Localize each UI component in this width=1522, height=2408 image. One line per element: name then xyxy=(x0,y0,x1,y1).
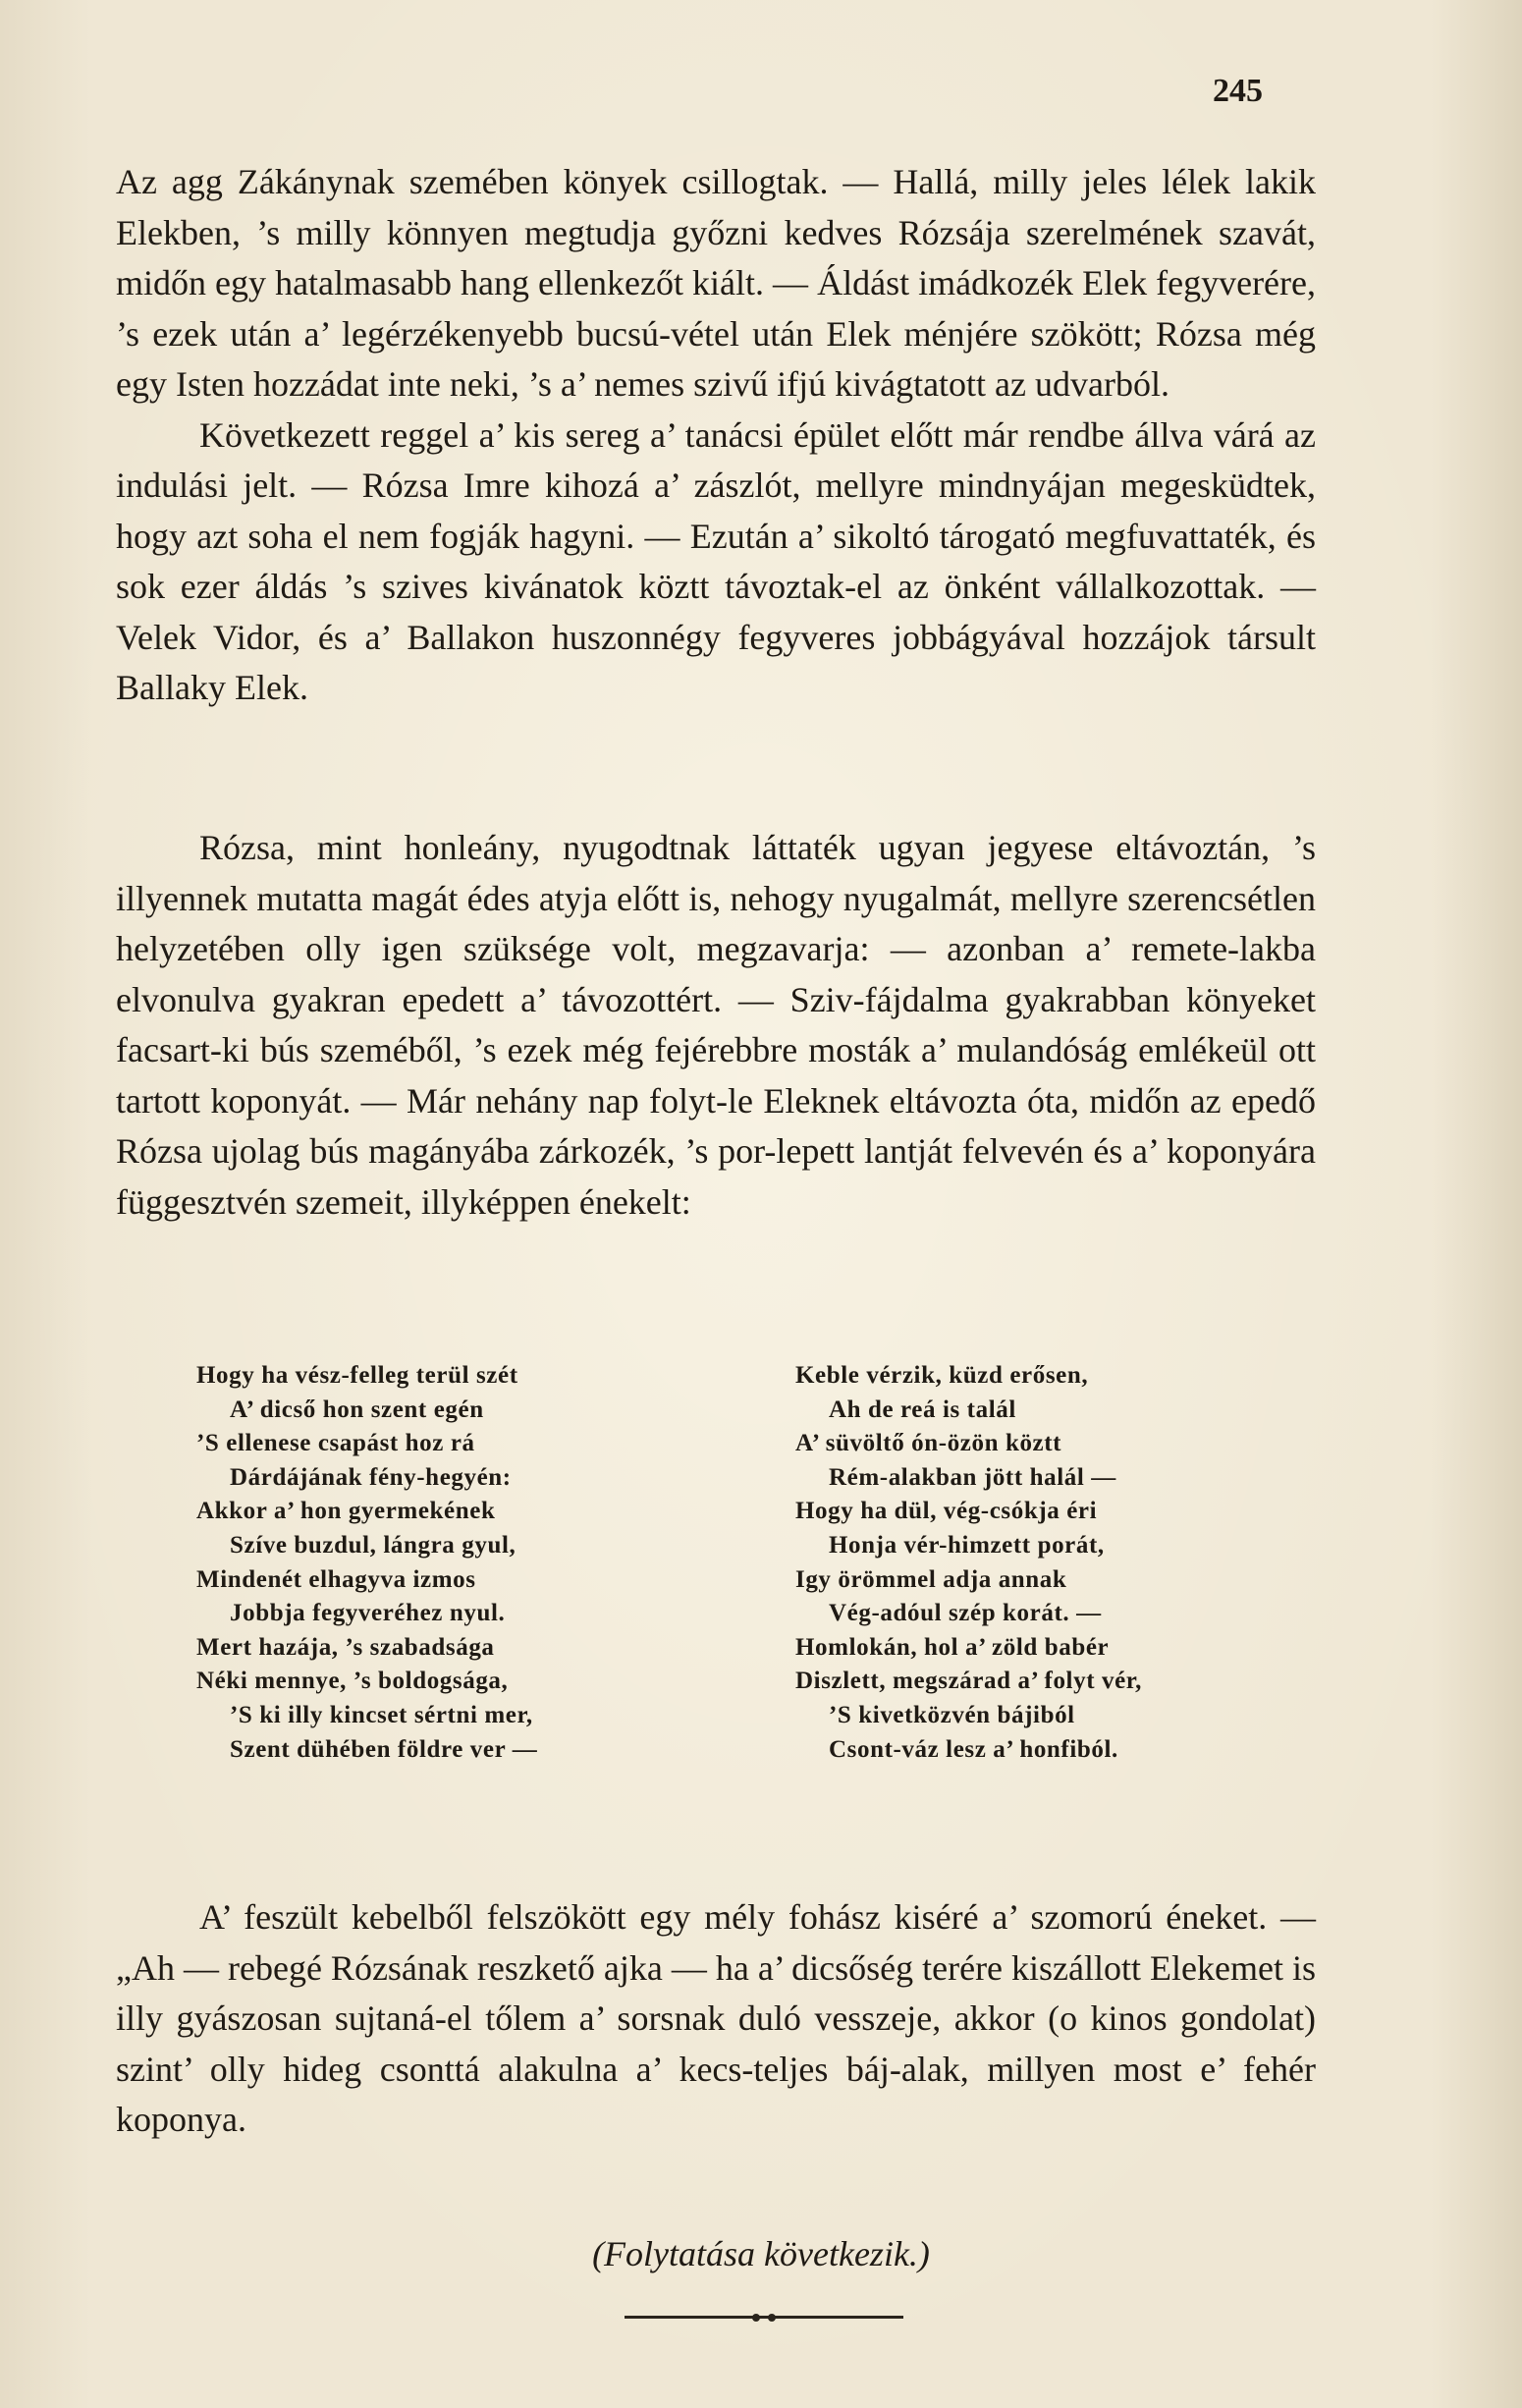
poem-line: Szíve buzdul, lángra gyul, xyxy=(230,1531,516,1559)
poem-line: ’S ellenese csapást hoz rá xyxy=(196,1430,475,1457)
closing-text xyxy=(116,1892,1316,2146)
poem-column-right xyxy=(795,1359,1306,1767)
middle-text xyxy=(116,823,1316,1228)
poem-line: Néki mennye, ’s boldogsága, xyxy=(196,1668,509,1695)
continuation-note: (Folytatása következik.) xyxy=(592,2234,930,2273)
poem-line: Keble vérzik, küzd erősen, xyxy=(795,1362,1089,1389)
poem-line: Akkor a’ hon gyermekének xyxy=(196,1498,496,1525)
poem-line: Diszlett, megszárad a’ folyt vér, xyxy=(795,1668,1143,1695)
paragraph-rozsa-longing: Rózsa, mint honleány, nyugodtnak láttaték ugyan jegyese eltávoztán, ’s illyennek mutatta magát édes atyja előtt is, nehogy nyugalmát, mellyre szerencsétlen helyzetében olly igen szüksége volt, megzavarja: — azonban a’ remete-lakba elvonulva gyakran epedett a’ távozottért. — Sziv-fájdalma gyakrabban könyeket facsart-ki bús szeméből, ’s ezek még fejérebbre mosták a’ mulandóság emlékeül ott tartott koponyát. — Már nehány nap folyt-le Eleknek eltávozta óta, midőn az epedő Rózsa ujolag bús magányába zárkozék, ’s por-lepett lantját felvevén és a’ koponyára függesztvén szemeit, illyképpen énekelt: xyxy=(116,828,1316,1222)
paragraph-lament: A’ feszült kebelből felszökött egy mély fohász kiséré a’ szomorú éneket. — „Ah — rebegé Rózsának reszkető ajka — ha a’ dicsőség terére kiszállott Elekemet is illy gyászosan sujtaná-el tőlem a’ sorsnak duló vesszeje, akkor (o kinos gondolat) szint’ olly hideg csonttá alakulna a’ kecs-teljes báj-alak, millyen most e’ fehér koponya. xyxy=(116,1897,1316,2139)
opening-text xyxy=(116,157,1316,714)
poem-line: Homlokán, hol a’ zöld babér xyxy=(795,1633,1110,1661)
poem-column-left xyxy=(196,1359,746,1767)
poem-line: Szent dühében földre ver — xyxy=(230,1735,538,1763)
page-number: 245 xyxy=(1213,73,1263,109)
ornamental-divider xyxy=(625,2316,903,2319)
poem-line: A’ dicső hon szent egén xyxy=(230,1396,484,1423)
poem-line: Jobbja fegyveréhez nyul. xyxy=(230,1600,506,1627)
poem-line: ’S ki illy kincset sértni mer, xyxy=(230,1701,533,1728)
poem-line: Dárdájának fény-hegyén: xyxy=(230,1463,512,1491)
poem-line: Igy örömmel adja annak xyxy=(795,1565,1067,1593)
paragraph-zakany: Az agg Zákánynak szemében könyek csillogtak. — Hallá, milly jeles lélek lakik Elekben, ’s milly könnyen megtudja győzni kedves Rózsája szerelmének szavát, midőn egy hatalmasabb hang ellenkezőt kiált. — Áldást imádkozék Elek fegyverére, ’s ezek után a’ legérzékenyebb bucsú-vétel után Elek ménjére szökött; Rózsa még egy Isten hozzádat inte neki, ’s a’ nemes szivű ifjú kivágtatott az udvarból. xyxy=(116,162,1316,404)
poem-line: Rém-alakban jött halál — xyxy=(829,1463,1116,1491)
poem-line: Ah de reá is talál xyxy=(829,1396,1016,1423)
poem-line: Hogy ha dül, vég-csókja éri xyxy=(795,1498,1098,1525)
poem-line: Vég-adóul szép korát. — xyxy=(829,1600,1102,1627)
poem-line: Mindenét elhagyva izmos xyxy=(196,1565,476,1593)
poem-line: Honja vér-himzett porát, xyxy=(829,1531,1105,1559)
paragraph-departure: Következett reggel a’ kis sereg a’ tanácsi épület előtt már rendbe állva várá az indulási jelt. — Rózsa Imre kihozá a’ zászlót, mellyre mindnyájan megesküdtek, hogy azt soha el nem fogják hagyni. — Ezután a’ sikoltó tárogató megfuvattaték, és sok ezer áldás ’s szives kivánatok köztt távoztak-el az önként vállalkozottak. — Velek Vidor, és a’ Ballakon huszonnégy fegyveres jobbágyával hozzájok társult Ballaky Elek. xyxy=(116,414,1316,707)
poem-line: Mert hazája, ’s szabadsága xyxy=(196,1633,495,1661)
poem-line: A’ süvöltő ón-özön köztt xyxy=(795,1430,1062,1457)
poem-line: ’S kivetközvén bájiból xyxy=(829,1701,1075,1728)
poem-line: Hogy ha vész-felleg terül szét xyxy=(196,1362,518,1389)
poem-line: Csont-váz lesz a’ honfiból. xyxy=(829,1735,1118,1763)
